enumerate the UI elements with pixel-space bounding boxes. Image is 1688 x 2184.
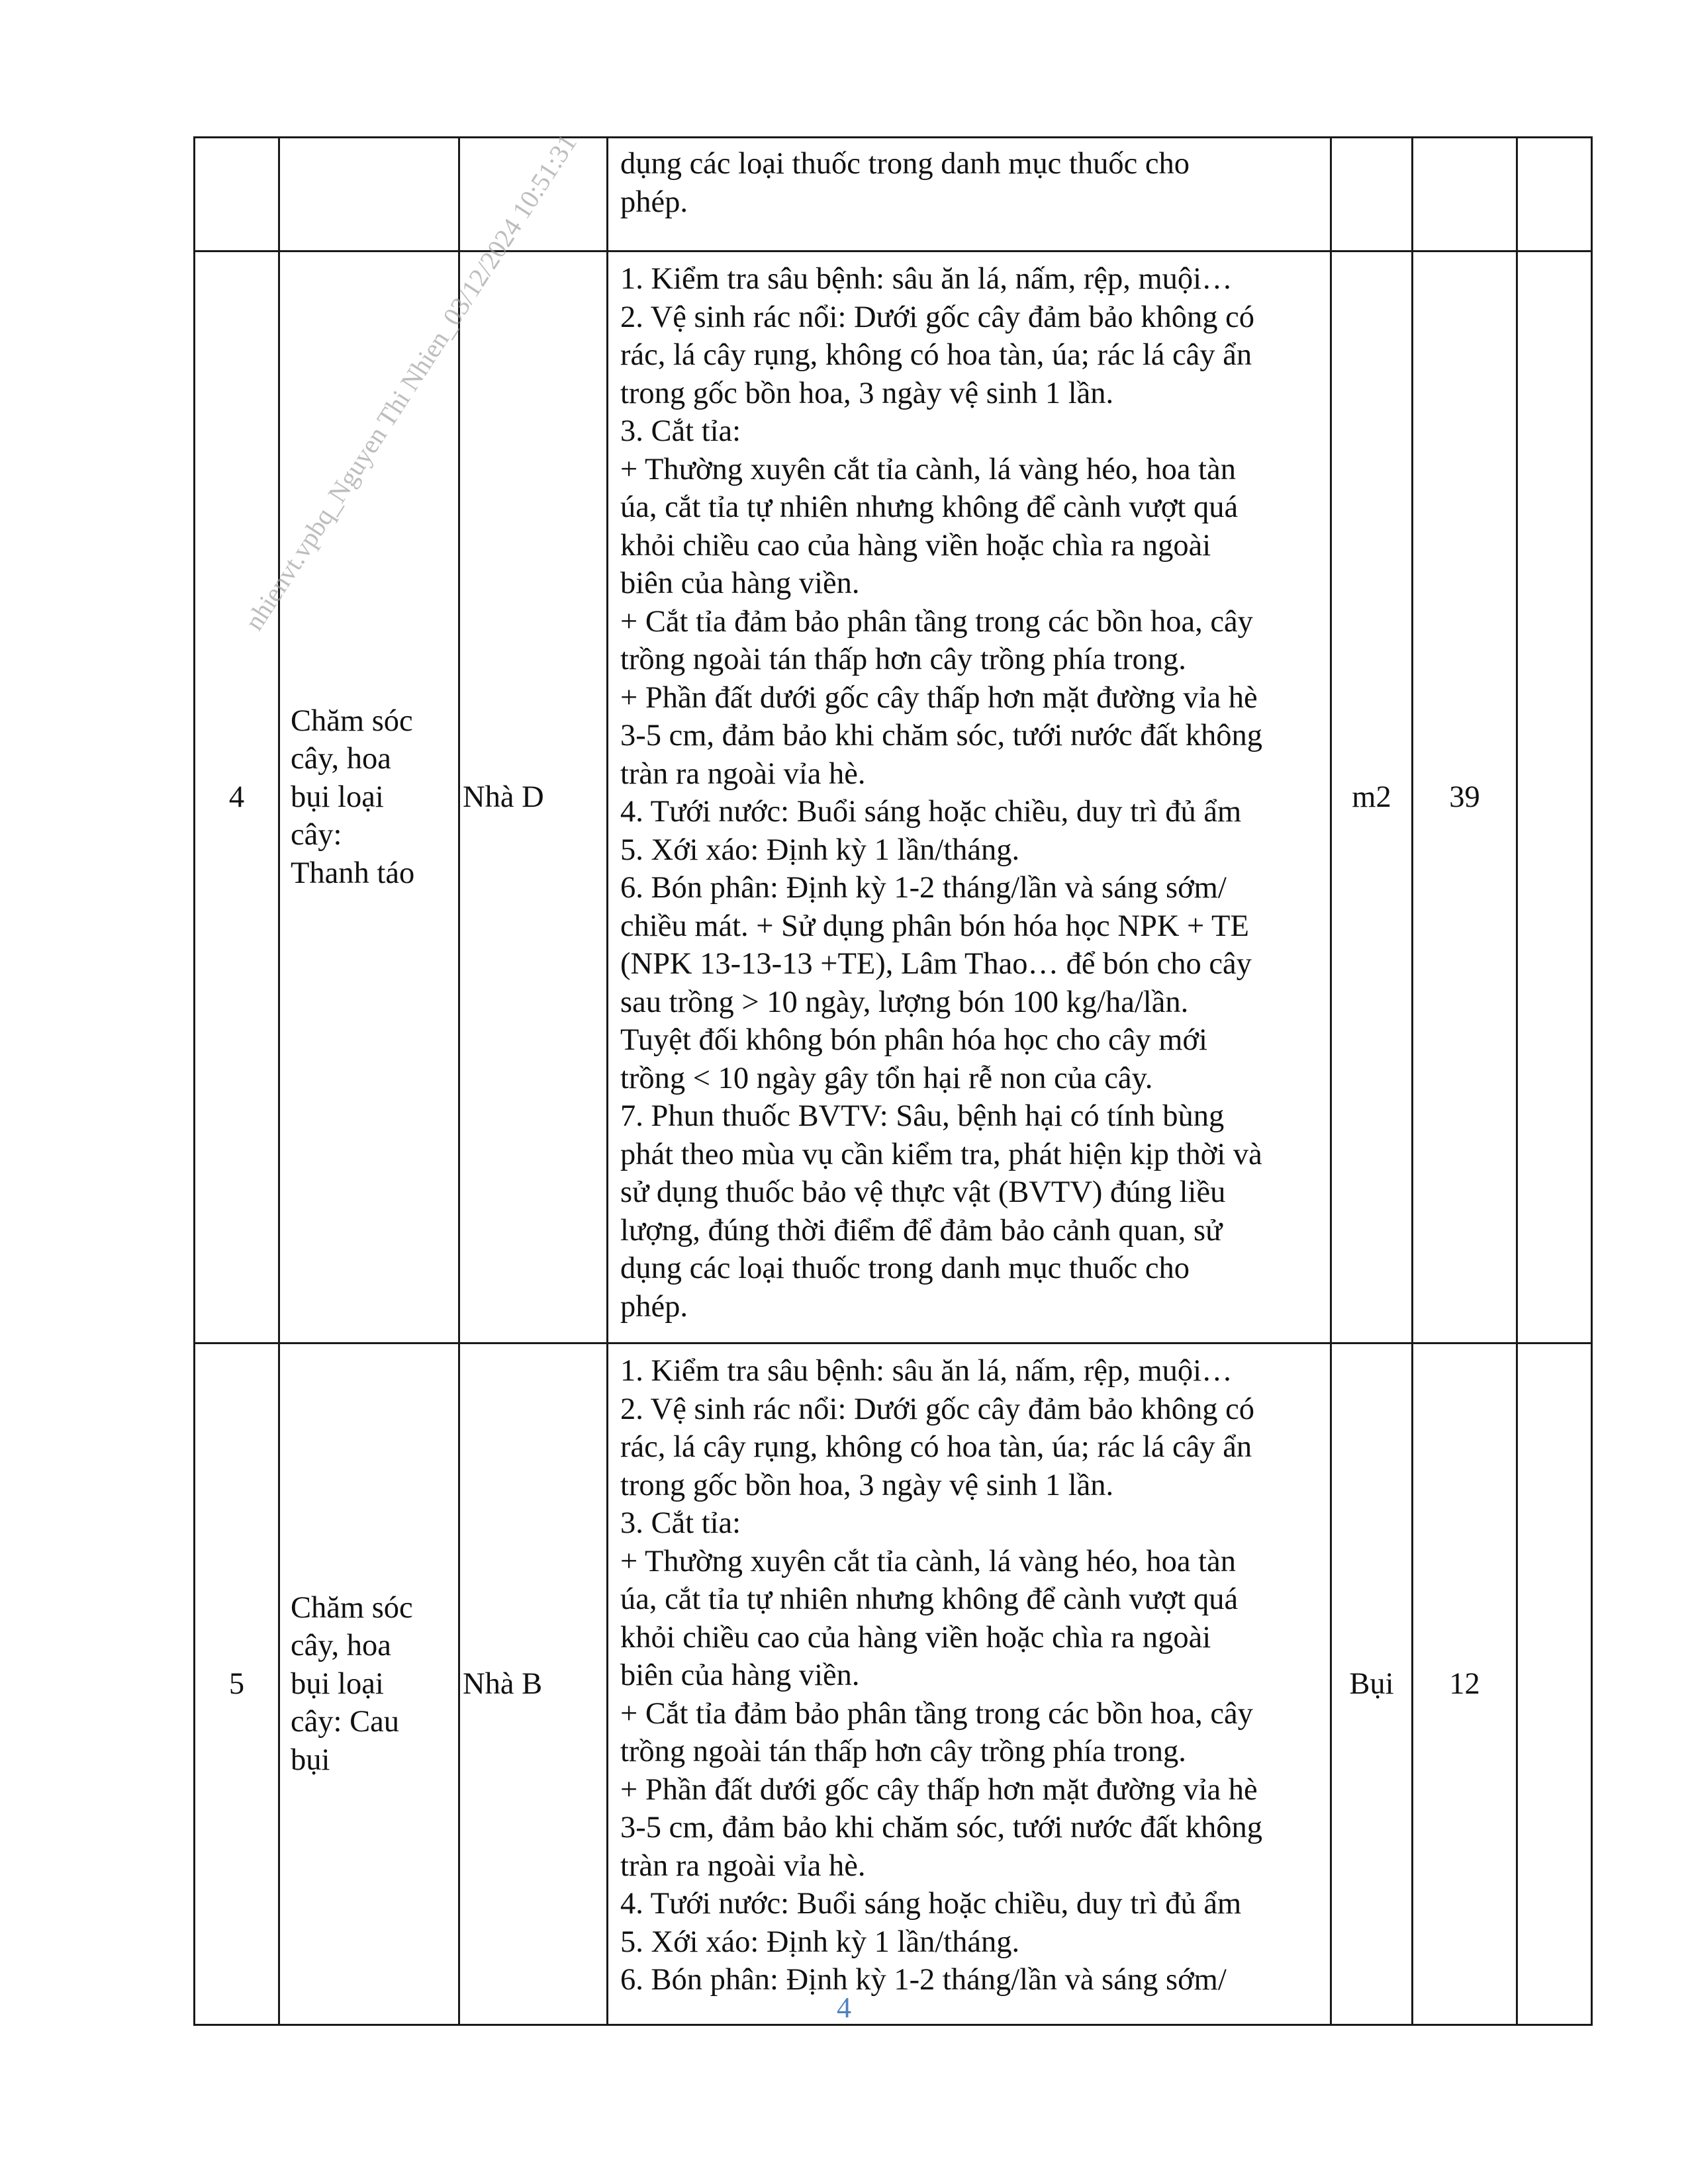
description-line: (NPK 13-13-13 +TE), Lâm Thao… để bón cho cây xyxy=(620,947,1252,981)
maintenance-spec-table xyxy=(193,136,1593,2026)
description-line: biên của hàng viền. xyxy=(620,567,860,600)
signature-watermark: nhienvt.vpbq_Nguyen Thi Nhien_03/12/2024 10:51:31 xyxy=(238,128,583,636)
task-name-line: Chăm sóc xyxy=(291,704,413,738)
cell-location xyxy=(459,138,608,251)
description-line: lượng, đúng thời điểm để đảm bảo cảnh quan, sử xyxy=(620,1213,1223,1248)
task-name-line: cây: Cau xyxy=(291,1705,399,1739)
description-line: trong gốc bồn hoa, 3 ngày vệ sinh 1 lần. xyxy=(620,1468,1114,1502)
description-line: sau trồng > 10 ngày, lượng bón 100 kg/ha/lần. xyxy=(620,985,1189,1019)
description-line: + Phần đất dưới gốc cây thấp hơn mặt đường vỉa hè xyxy=(620,1772,1258,1807)
cell-task-name xyxy=(279,138,459,251)
description-line: 7. Phun thuốc BVTV: Sâu, bệnh hại có tính bùng xyxy=(620,1099,1225,1133)
cell-unit xyxy=(1331,138,1413,251)
description-line: 5. Xới xáo: Định kỳ 1 lần/tháng. xyxy=(620,833,1020,867)
table-row xyxy=(195,138,1592,251)
cell-unit: Bụi xyxy=(1331,1343,1413,2025)
task-name-line: bụi loại xyxy=(291,1666,384,1701)
description-line: 5. Xới xáo: Định kỳ 1 lần/tháng. xyxy=(620,1925,1020,1959)
task-name-line: cây: xyxy=(291,818,342,852)
description-line: chiều mát. + Sử dụng phân bón hóa học NPK + TE xyxy=(620,909,1249,943)
description-line: rác, lá cây rụng, không có hoa tàn, úa; rác lá cây ẩn xyxy=(620,1430,1252,1464)
description-line: úa, cắt tỉa tự nhiên nhưng không để cành vượt quá xyxy=(620,490,1239,524)
description-line: 3. Cắt tỉa: xyxy=(620,1506,741,1540)
task-name-line: Thanh táo xyxy=(291,856,415,890)
description-line: 3-5 cm, đảm bảo khi chăm sóc, tưới nước đất không xyxy=(620,1811,1262,1844)
description-line: tràn ra ngoài vỉa hè. xyxy=(620,1848,866,1883)
description-line: phép. xyxy=(620,1289,688,1324)
task-name-line: Chăm sóc xyxy=(291,1590,413,1625)
table-row xyxy=(195,251,1592,1343)
description-line: 4. Tưới nước: Buổi sáng hoặc chiều, duy trì đủ ẩm xyxy=(620,795,1242,829)
cell-description xyxy=(608,138,1331,251)
description-line: 1. Kiểm tra sâu bệnh: sâu ăn lá, nấm, rệp, muội… xyxy=(620,1354,1233,1388)
description-line: dụng các loại thuốc trong danh mục thuốc cho xyxy=(620,147,1190,181)
cell-location: Nhà D xyxy=(459,251,608,1343)
description-line: phát theo mùa vụ cần kiểm tra, phát hiện kịp thời và xyxy=(620,1137,1262,1171)
cell-task-name xyxy=(279,251,459,1343)
cell-location: Nhà B xyxy=(459,1343,608,2025)
task-name-line: bụi xyxy=(291,1743,330,1777)
description-line: biên của hàng viền. xyxy=(620,1659,860,1692)
description-line: 4. Tưới nước: Buổi sáng hoặc chiều, duy trì đủ ẩm xyxy=(620,1887,1242,1921)
description-line: + Thường xuyên cắt tỉa cành, lá vàng héo, hoa tàn xyxy=(620,1544,1236,1578)
cell-description xyxy=(608,1343,1331,2025)
description-line: khỏi chiều cao của hàng viền hoặc chìa ra ngoài xyxy=(620,528,1211,563)
description-line: 2. Vệ sinh rác nổi: Dưới gốc cây đảm bảo không có xyxy=(620,1392,1255,1426)
description-line: trồng ngoài tán thấp hơn cây trồng phía trong. xyxy=(620,643,1186,676)
table-row xyxy=(195,1343,1592,2025)
cell-quantity xyxy=(1413,138,1517,251)
description-line: khỏi chiều cao của hàng viền hoặc chìa ra ngoài xyxy=(620,1620,1211,1655)
description-line: phép. xyxy=(620,185,688,219)
description-line: Tuyệt đối không bón phân hóa học cho cây mới xyxy=(620,1023,1207,1057)
description-line: 6. Bón phân: Định kỳ 1-2 tháng/lần và sáng sớm/ xyxy=(620,1963,1227,1997)
cell-stt: 5 xyxy=(195,1343,279,2025)
description-line: 1. Kiểm tra sâu bệnh: sâu ăn lá, nấm, rệp, muội… xyxy=(620,262,1233,296)
description-line: tràn ra ngoài vỉa hè. xyxy=(620,756,866,791)
description-line: úa, cắt tỉa tự nhiên nhưng không để cành vượt quá xyxy=(620,1582,1239,1616)
cell-note xyxy=(1517,251,1592,1343)
description-line: 6. Bón phân: Định kỳ 1-2 tháng/lần và sáng sớm/ xyxy=(620,871,1227,905)
task-name-line: cây, hoa xyxy=(291,742,391,776)
description-line: trồng < 10 ngày gây tổn hại rễ non của cây. xyxy=(620,1061,1153,1095)
description-line: + Cắt tỉa đảm bảo phân tầng trong các bồn hoa, cây xyxy=(620,1696,1253,1731)
cell-unit: m2 xyxy=(1331,251,1413,1343)
task-name-line: cây, hoa xyxy=(291,1629,391,1663)
description-line: 3-5 cm, đảm bảo khi chăm sóc, tưới nước đất không xyxy=(620,719,1262,752)
description-line: rác, lá cây rụng, không có hoa tàn, úa; rác lá cây ẩn xyxy=(620,338,1252,372)
description-line: dụng các loại thuốc trong danh mục thuốc cho xyxy=(620,1251,1190,1285)
cell-task-name xyxy=(279,1343,459,2025)
description-line: + Phần đất dưới gốc cây thấp hơn mặt đường vỉa hè xyxy=(620,680,1258,715)
description-line: trồng ngoài tán thấp hơn cây trồng phía trong. xyxy=(620,1735,1186,1768)
cell-quantity: 12 xyxy=(1413,1343,1517,2025)
description-line: trong gốc bồn hoa, 3 ngày vệ sinh 1 lần. xyxy=(620,376,1114,410)
cell-note xyxy=(1517,138,1592,251)
cell-stt xyxy=(195,138,279,251)
description-line: 3. Cắt tỉa: xyxy=(620,414,741,448)
cell-quantity: 39 xyxy=(1413,251,1517,1343)
cell-description xyxy=(608,251,1331,1343)
description-line: + Cắt tỉa đảm bảo phân tầng trong các bồn hoa, cây xyxy=(620,604,1253,639)
cell-stt: 4 xyxy=(195,251,279,1343)
task-name-line: bụi loại xyxy=(291,780,384,814)
description-line: sử dụng thuốc bảo vệ thực vật (BVTV) đúng liều xyxy=(620,1175,1226,1209)
description-line: + Thường xuyên cắt tỉa cành, lá vàng héo, hoa tàn xyxy=(620,452,1236,486)
description-line: 2. Vệ sinh rác nổi: Dưới gốc cây đảm bảo không có xyxy=(620,300,1255,334)
cell-note xyxy=(1517,1343,1592,2025)
page-number: 4 xyxy=(837,1991,851,2024)
